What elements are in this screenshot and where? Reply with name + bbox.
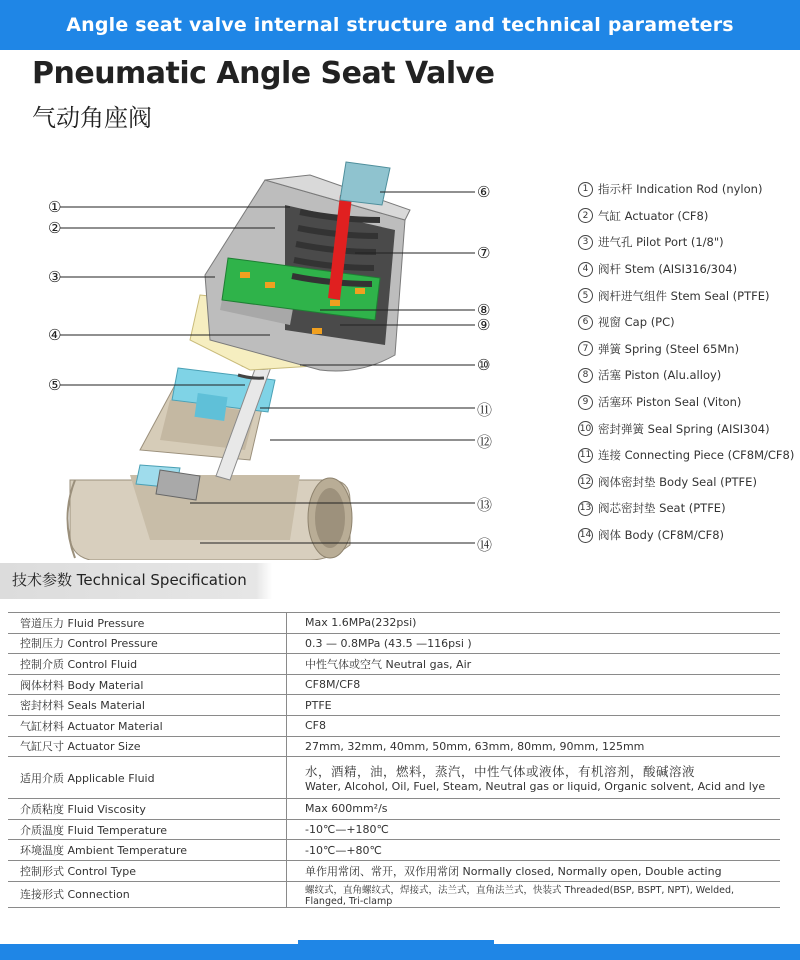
spec-key (8, 819, 287, 840)
spec-value: 0.3 — 0.8MPa (43.5 —116psi ) (287, 633, 781, 654)
spec-table (8, 612, 780, 908)
legend-en: Piston (Alu.alloy) (624, 368, 722, 383)
legend-en: Actuator (CF8) (624, 208, 709, 223)
legend-item (578, 203, 800, 230)
spec-value: CF8 (287, 715, 781, 736)
legend-en: Stem Seal (PTFE) (670, 288, 770, 303)
legend-en: Body (CF8M/CF8) (624, 528, 725, 543)
spec-key (8, 715, 287, 736)
spec-value-cn: 水，酒精，油，燃料，蒸汽，中性气体或液体，有机溶剂，酸碱溶液 (305, 764, 696, 780)
spec-key (8, 860, 287, 881)
spec-key-en: Control Fluid (67, 657, 138, 671)
banner-title: Angle seat valve internal structure and technical parameters (0, 0, 800, 50)
parts-legend (578, 176, 800, 548)
spec-key-en: Fluid Temperature (67, 823, 168, 837)
callout-7: ⑦ (477, 244, 491, 262)
spec-key (8, 840, 287, 861)
legend-item (578, 522, 800, 549)
spec-value: -10℃—+80℃ (287, 840, 781, 861)
spec-value: 螺纹式，直角螺纹式，焊接式，法兰式，直角法兰式，快装式 Threaded(BSP, BSPT, NPT), Welded, Flanged, Tri-clamp (287, 881, 781, 907)
table-row (8, 860, 780, 881)
spec-key-en: Actuator Size (67, 740, 141, 754)
legend-cn: 阀杆进气组件 (598, 288, 667, 303)
legend-en: Seat (PTFE) (659, 501, 726, 516)
table-row (8, 613, 780, 634)
callout-6: ⑥ (477, 183, 491, 201)
table-row (8, 633, 780, 654)
spec-value: PTFE (287, 695, 781, 716)
callout-2: ② (48, 219, 62, 237)
callout-8: ⑧ (477, 301, 491, 319)
legend-item (578, 442, 800, 469)
legend-number: 11 (578, 448, 593, 463)
table-row (8, 840, 780, 861)
legend-en: Body Seal (PTFE) (659, 474, 757, 489)
spec-key (8, 633, 287, 654)
spec-value: CF8M/CF8 (287, 674, 781, 695)
spec-value: Max 600mm²/s (287, 799, 781, 820)
page-subtitle-cn: 气动角座阀 (32, 104, 152, 132)
spec-key-cn: 环境温度 (20, 844, 64, 858)
cap-shape (340, 162, 390, 205)
spec-key (8, 695, 287, 716)
legend-item (578, 336, 800, 363)
spec-key-en: Body Material (67, 678, 144, 692)
callout-5: ⑤ (48, 376, 62, 394)
spec-key-cn: 控制形式 (20, 864, 64, 878)
legend-cn: 阀体密封垫 (598, 474, 656, 489)
legend-en: Indication Rod (nylon) (636, 182, 763, 197)
callout-14: ⑭ (477, 536, 493, 554)
legend-cn: 密封弹簧 (598, 421, 644, 436)
table-row (8, 715, 780, 736)
legend-item (578, 389, 800, 416)
callout-11: ⑪ (477, 401, 493, 419)
spec-key-cn: 介质粘度 (20, 802, 64, 816)
legend-item (578, 415, 800, 442)
legend-item (578, 176, 800, 203)
spec-key-cn: 管道压力 (20, 616, 64, 630)
callout-13: ⑬ (477, 496, 493, 514)
table-row (8, 695, 780, 716)
legend-item (578, 495, 800, 522)
spec-key-cn: 控制压力 (20, 637, 64, 651)
spec-value: -10℃—+180℃ (287, 819, 781, 840)
spec-value: 单作用常闭、常开，双作用常闭 Normally closed, Normally open, Double acting (287, 860, 781, 881)
legend-en: Connecting Piece (CF8M/CF8) (624, 448, 795, 463)
spec-key-en: Actuator Material (67, 719, 163, 733)
page-title: Pneumatic Angle Seat Valve (32, 56, 495, 91)
spec-key (8, 613, 287, 634)
spec-key-cn: 气缸尺寸 (20, 740, 64, 754)
spec-value (287, 757, 781, 799)
spec-value: 中性气体或空气 Neutral gas, Air (287, 654, 781, 675)
legend-item (578, 229, 800, 256)
legend-number: 3 (578, 235, 593, 250)
legend-number: 2 (578, 208, 593, 223)
legend-number: 12 (578, 474, 593, 489)
legend-item (578, 309, 800, 336)
spec-key (8, 881, 287, 907)
legend-cn: 阀芯密封垫 (598, 501, 656, 516)
footer-bar-tab (298, 940, 494, 944)
legend-cn: 进气孔 (598, 235, 633, 250)
legend-number: 7 (578, 341, 593, 356)
spec-key (8, 799, 287, 820)
callout-10: ⑩ (477, 356, 491, 374)
legend-cn: 阀杆 (598, 262, 621, 277)
spec-key-cn: 适用介质 (20, 771, 64, 785)
legend-cn: 指示杆 (598, 182, 633, 197)
table-row (8, 674, 780, 695)
legend-number: 9 (578, 395, 593, 410)
spec-key-en: Control Type (67, 864, 137, 878)
legend-item (578, 362, 800, 389)
legend-number: 4 (578, 262, 593, 277)
callout-9: ⑨ (477, 316, 491, 334)
table-row (8, 799, 780, 820)
callout-12: ⑫ (477, 433, 493, 451)
legend-en: Pilot Port (1/8") (636, 235, 724, 250)
table-row (8, 881, 780, 907)
legend-cn: 气缸 (598, 208, 621, 223)
legend-cn: 活塞 (598, 368, 621, 383)
legend-en: Cap (PC) (624, 315, 675, 330)
legend-cn: 视窗 (598, 315, 621, 330)
spec-key-cn: 介质温度 (20, 823, 64, 837)
spec-key-en: Fluid Viscosity (67, 802, 146, 816)
table-row (8, 757, 780, 799)
callout-1: ① (48, 198, 62, 216)
spec-key (8, 674, 287, 695)
spec-key-cn: 密封材料 (20, 699, 64, 713)
legend-en: Seal Spring (AISI304) (647, 421, 770, 436)
spec-key (8, 736, 287, 757)
legend-number: 14 (578, 528, 593, 543)
legend-cn: 连接 (598, 448, 621, 463)
spec-key-cn: 控制介质 (20, 657, 64, 671)
spec-key-en: Connection (67, 888, 130, 902)
spec-value-en: Water, Alcohol, Oil, Fuel, Steam, Neutral gas or liquid, Organic solvent, Acid and lye (305, 780, 766, 794)
legend-en: Piston Seal (Viton) (636, 395, 742, 410)
legend-item (578, 256, 800, 283)
spec-key-en: Ambient Temperature (67, 844, 188, 858)
legend-number: 5 (578, 288, 593, 303)
legend-cn: 活塞环 (598, 395, 633, 410)
spec-key-cn: 气缸材料 (20, 719, 64, 733)
legend-number: 13 (578, 501, 593, 516)
spec-heading: 技术参数 Technical Specification (12, 571, 247, 589)
footer-bar (0, 944, 800, 960)
spec-value: 27mm, 32mm, 40mm, 50mm, 63mm, 80mm, 90mm, 125mm (287, 736, 781, 757)
table-row (8, 736, 780, 757)
table-row (8, 654, 780, 675)
callout-3: ③ (48, 268, 62, 286)
legend-number: 6 (578, 315, 593, 330)
spec-key-en: Applicable Fluid (67, 771, 155, 785)
legend-number: 1 (578, 182, 593, 197)
spec-key-cn: 阀体材料 (20, 678, 64, 692)
spec-key-en: Fluid Pressure (67, 616, 145, 630)
legend-en: Spring (Steel 65Mn) (624, 341, 740, 356)
spec-key (8, 654, 287, 675)
spec-value: Max 1.6MPa(232psi) (287, 613, 781, 634)
legend-item (578, 469, 800, 496)
legend-number: 8 (578, 368, 593, 383)
spec-key-en: Seals Material (67, 699, 145, 713)
table-row (8, 819, 780, 840)
legend-cn: 弹簧 (598, 341, 621, 356)
legend-cn: 阀体 (598, 528, 621, 543)
spec-key (8, 757, 287, 799)
legend-en: Stem (AISI316/304) (624, 262, 738, 277)
spec-key-cn: 连接形式 (20, 888, 64, 902)
spec-key-en: Control Pressure (67, 637, 158, 651)
callout-4: ④ (48, 326, 62, 344)
legend-number: 10 (578, 421, 593, 436)
legend-item (578, 282, 800, 309)
